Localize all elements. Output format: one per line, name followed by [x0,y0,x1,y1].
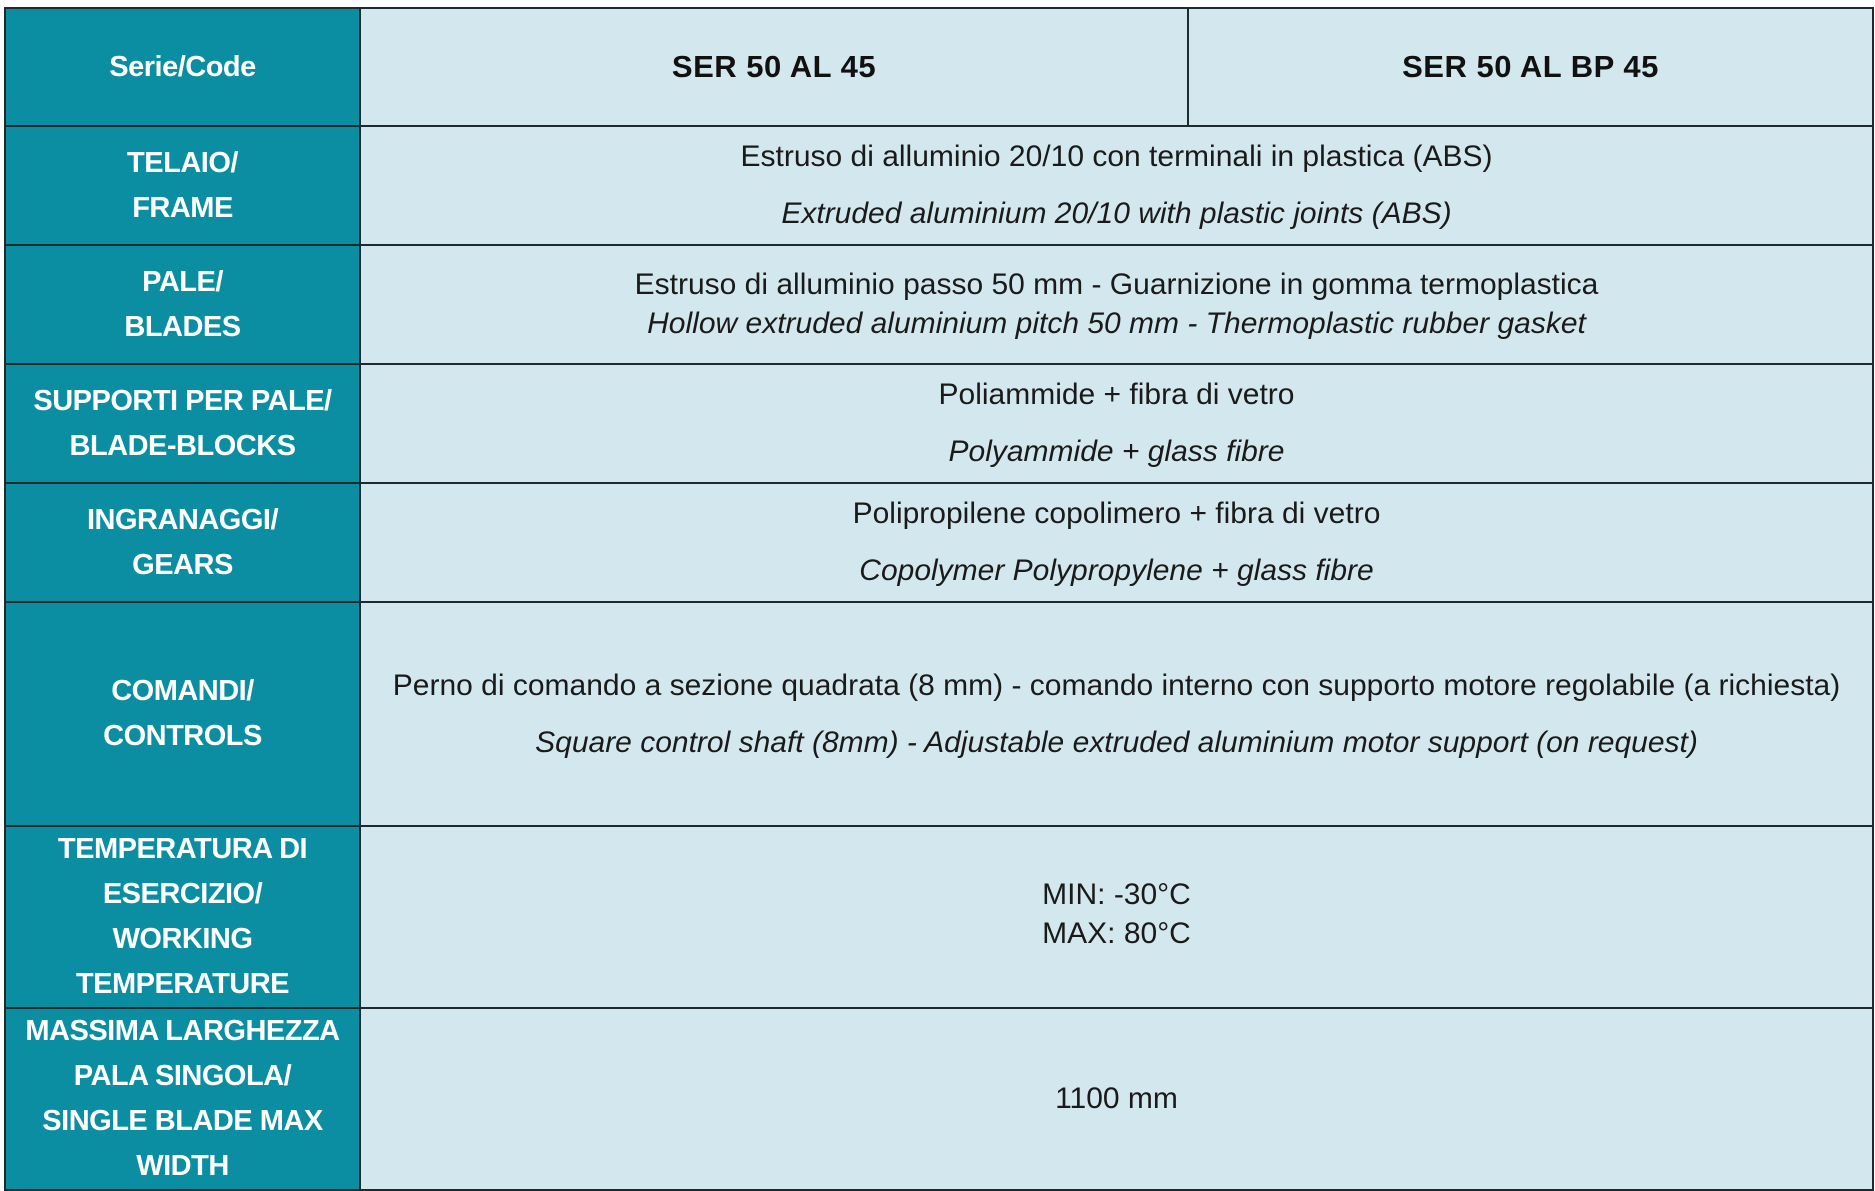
row-label-line: PALE/ [142,265,223,298]
value-english: Extruded aluminium 20/10 with plastic joints (ABS) [781,197,1452,230]
row-blade-blocks [5,364,1873,483]
row-gears [5,483,1873,602]
row-label-line: CONTROLS [103,720,262,752]
row-label-line: TELAIO/ [127,146,238,179]
row-label-gears [5,483,360,602]
spec-table [4,7,1874,1191]
row-label-line: TEMPERATURA DI ESERCIZIO/ [57,833,308,910]
temperature-max: MAX: 80°C [1042,917,1191,950]
code-cell-1 [360,8,1188,126]
row-max-width [5,1008,1873,1190]
row-value-working-temperature [360,826,1873,1008]
row-label-controls [5,602,360,826]
row-label-max-width [5,1008,360,1190]
row-label-line: PALA SINGOLA/ [73,1060,292,1092]
row-value-blade-blocks [360,364,1873,483]
row-label-line: SINGLE BLADE MAX WIDTH [42,1105,323,1182]
value-english: Square control shaft (8mm) - Adjustable extruded aluminium motor support (on request) [535,725,1698,759]
header-row [5,8,1873,126]
row-label-blade-blocks [5,364,360,483]
max-width-value: 1100 mm [1055,1082,1178,1115]
value-italian: Estruso di alluminio 20/10 con terminali in plastica (ABS) [740,140,1493,173]
value-english: Polyammide + glass fibre [948,435,1285,468]
value-italian: Poliammide + fibra di vetro [938,378,1295,411]
value-italian: Estruso di alluminio passo 50 mm - Guarnizione in gomma termoplastica [634,268,1599,301]
row-label-line: BLADE-BLOCKS [69,429,296,462]
row-label-blades [5,245,360,364]
temperature-min: MIN: -30°C [1042,878,1191,911]
row-value-controls [360,602,1873,826]
code-2: SER 50 AL BP 45 [1402,49,1659,84]
value-english: Copolymer Polypropylene + glass fibre [859,554,1374,587]
header-label-cell [5,8,360,126]
value-italian: Perno di comando a sezione quadrata (8 mm) - comando interno con supporto motore regolabile (a richiesta) [392,668,1841,702]
row-label-line: GEARS [132,548,233,581]
row-value-blades [360,245,1873,364]
code-1: SER 50 AL 45 [671,49,877,84]
row-label-line: SUPPORTI PER PALE/ [33,384,332,417]
row-label-line: INGRANAGGI/ [86,503,279,536]
row-working-temperature [5,826,1873,1008]
row-label-line: COMANDI/ [111,675,254,707]
row-label-working-temperature [5,826,360,1008]
row-label-line: BLADES [124,310,241,343]
row-frame [5,126,1873,245]
row-value-gears [360,483,1873,602]
row-label-line: FRAME [132,191,233,224]
row-label-line: WORKING TEMPERATURE [75,923,290,1000]
header-label: Serie/Code [109,50,256,83]
row-value-frame [360,126,1873,245]
code-cell-2 [1188,8,1873,126]
row-controls [5,602,1873,826]
value-english: Hollow extruded aluminium pitch 50 mm - Thermoplastic rubber gasket [647,307,1586,340]
value-italian: Polipropilene copolimero + fibra di vetro [852,497,1381,530]
row-value-max-width [360,1008,1873,1190]
row-label-frame [5,126,360,245]
row-label-line: MASSIMA LARGHEZZA [25,1015,340,1047]
row-blades [5,245,1873,364]
